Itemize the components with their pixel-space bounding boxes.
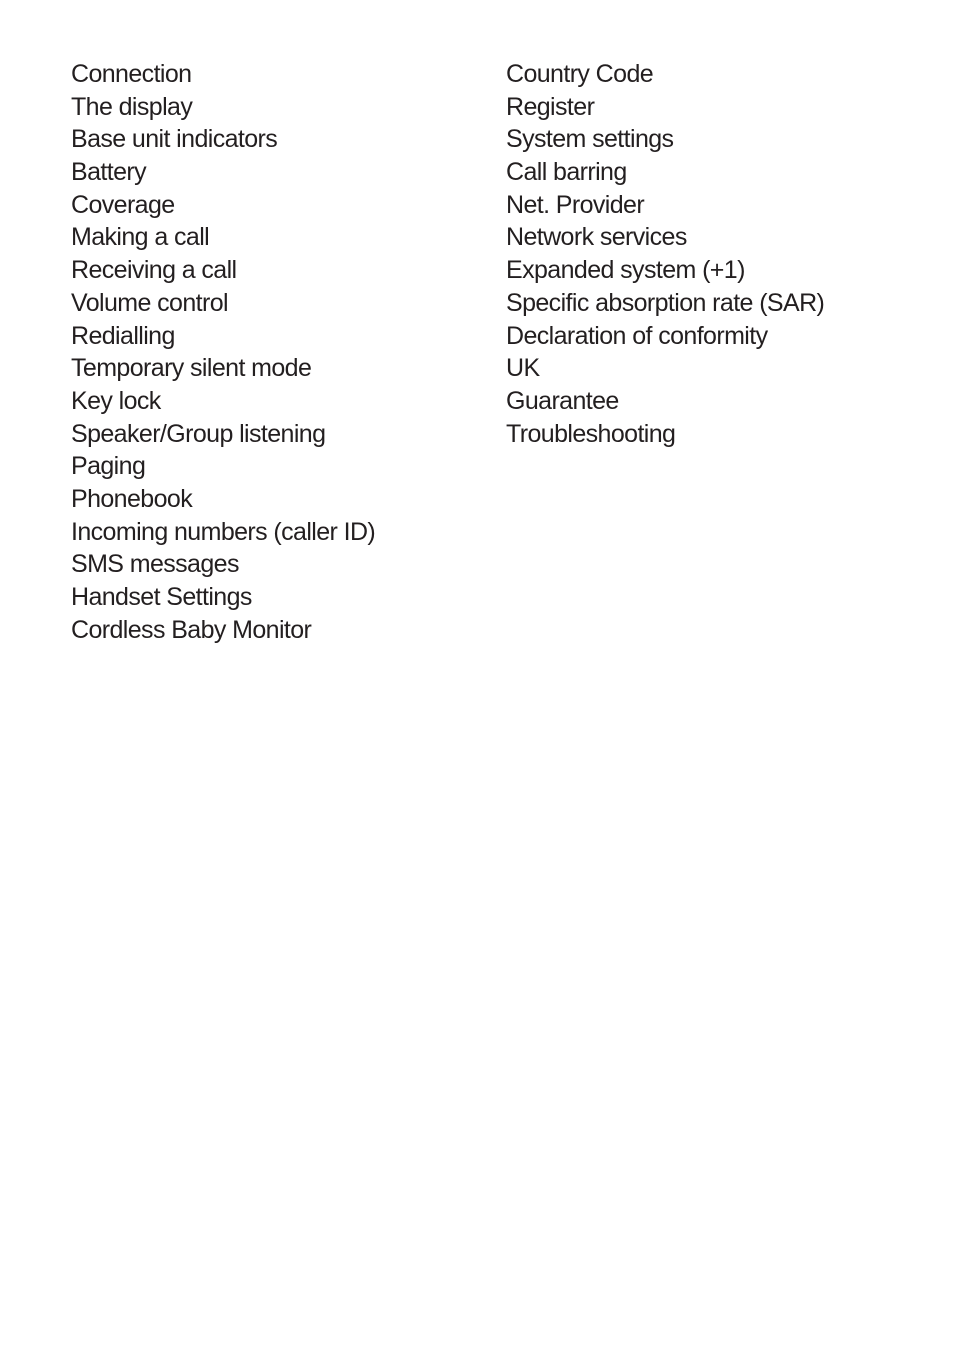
toc-item-guarantee[interactable]: Guarantee bbox=[506, 386, 619, 415]
toc-item-expanded-system[interactable]: Expanded system (+1) bbox=[506, 256, 745, 285]
toc-item-specific-absorption-rate[interactable]: Specific absorption rate (SAR) bbox=[506, 288, 825, 317]
toc-item-making-a-call[interactable]: Making a call bbox=[71, 223, 210, 252]
toc-item-troubleshooting[interactable]: Troubleshooting bbox=[506, 419, 676, 448]
toc-right-column bbox=[506, 58, 926, 450]
toc-item-uk[interactable]: UK bbox=[506, 354, 540, 383]
toc-item-volume-control[interactable]: Volume control bbox=[71, 288, 228, 317]
toc-item-key-lock[interactable]: Key lock bbox=[71, 386, 161, 415]
toc-item-call-barring[interactable]: Call barring bbox=[506, 158, 627, 187]
toc-item-declaration-of-conformity[interactable]: Declaration of conformity bbox=[506, 321, 768, 350]
toc-item-register[interactable]: Register bbox=[506, 92, 595, 121]
toc-left-column bbox=[71, 58, 471, 646]
toc-item-sms-messages[interactable]: SMS messages bbox=[71, 550, 239, 579]
toc-item-handset-settings[interactable]: Handset Settings bbox=[71, 583, 252, 611]
toc-item-phonebook[interactable]: Phonebook bbox=[71, 484, 193, 513]
toc-item-net-provider[interactable]: Net. Provider bbox=[506, 190, 645, 219]
toc-item-coverage[interactable]: Coverage bbox=[71, 190, 175, 219]
toc-item-base-unit-indicators[interactable]: Base unit indicators bbox=[71, 125, 278, 154]
toc-item-redialling[interactable]: Redialling bbox=[71, 321, 175, 350]
toc-item-country-code[interactable]: Country Code bbox=[506, 60, 654, 88]
toc-item-paging[interactable]: Paging bbox=[71, 452, 146, 481]
toc-item-speaker-group-listening[interactable]: Speaker/Group listening bbox=[71, 419, 326, 448]
toc-item-battery[interactable]: Battery bbox=[71, 158, 146, 187]
toc-item-network-services[interactable]: Network services bbox=[506, 223, 687, 252]
toc-item-connection[interactable]: Connection bbox=[71, 60, 192, 88]
toc-item-system-settings[interactable]: System settings bbox=[506, 125, 674, 154]
toc-item-cordless-baby-monitor[interactable]: Cordless Baby Monitor bbox=[71, 615, 312, 644]
toc-item-receiving-a-call[interactable]: Receiving a call bbox=[71, 256, 237, 285]
toc-item-the-display[interactable]: The display bbox=[71, 92, 193, 121]
toc-item-temporary-silent-mode[interactable]: Temporary silent mode bbox=[71, 354, 312, 383]
toc-item-incoming-numbers[interactable]: Incoming numbers (caller ID) bbox=[71, 517, 376, 546]
